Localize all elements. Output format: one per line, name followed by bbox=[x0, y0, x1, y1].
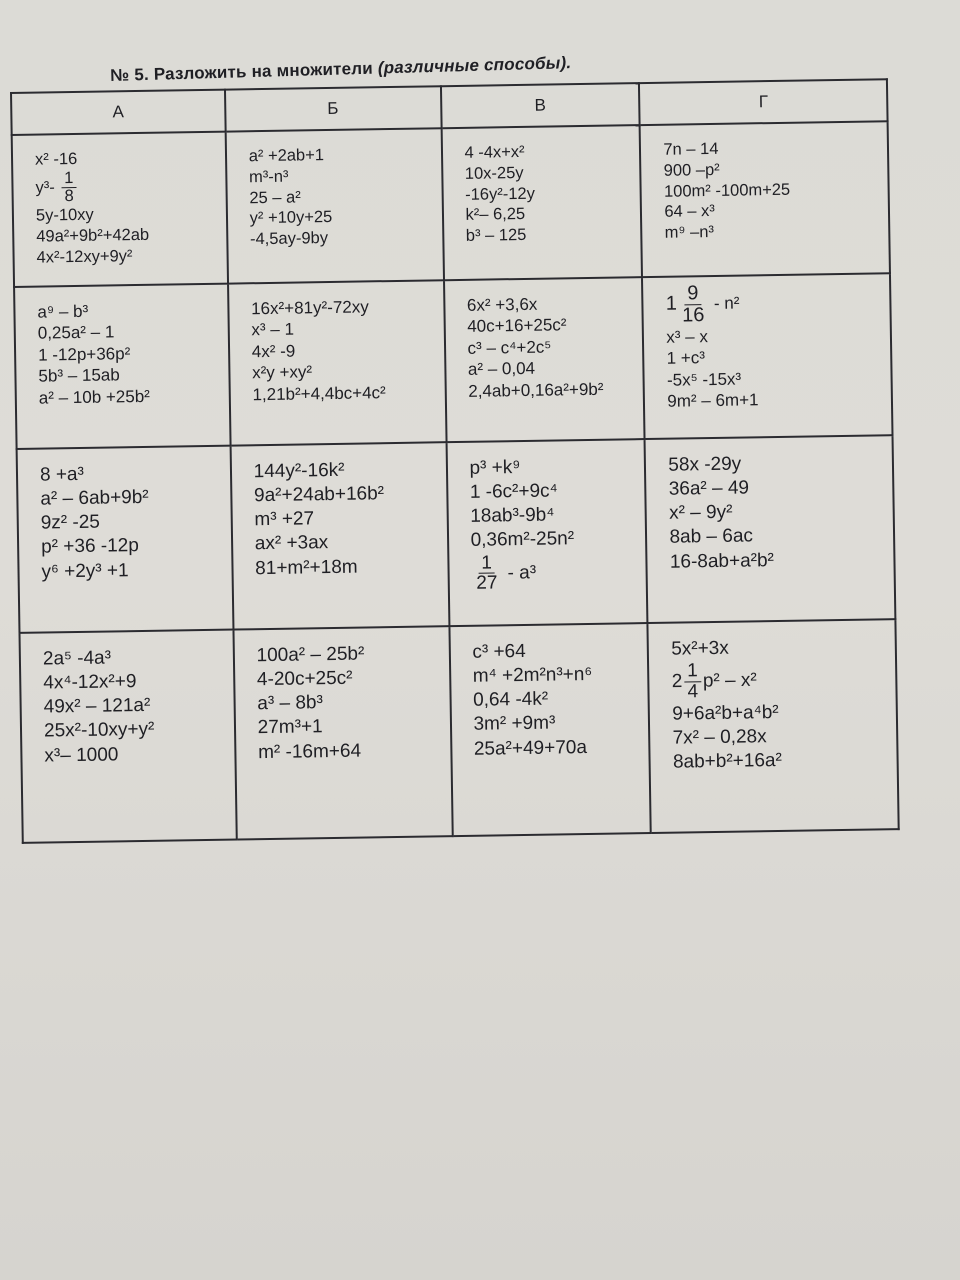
table-row bbox=[12, 121, 890, 287]
expression: 10x-25y bbox=[464, 163, 524, 183]
exercise-table bbox=[10, 78, 900, 844]
fraction bbox=[679, 283, 708, 326]
column-header-v: В bbox=[440, 83, 640, 128]
expression: 36a² – 49 bbox=[668, 477, 750, 500]
expression: 4x² -9 bbox=[251, 341, 296, 362]
expression: 16-8ab+a²b² bbox=[669, 549, 775, 573]
expression: 9+6a²b+a⁴b² bbox=[672, 702, 779, 725]
expression: 1 -12p+36p² bbox=[37, 343, 131, 365]
expression: ax² +3ax bbox=[254, 532, 329, 555]
expression: x³ – 1 bbox=[251, 319, 295, 340]
exercise-note: (различные способы). bbox=[377, 53, 572, 78]
fraction-denominator: 8 bbox=[64, 187, 74, 206]
expression: 8 +a³ bbox=[39, 463, 85, 486]
expression: 9z² -25 bbox=[40, 511, 101, 534]
expression: 25 – a² bbox=[249, 188, 301, 207]
exercise-table-wrapper bbox=[10, 78, 902, 852]
expression: x³ – x bbox=[666, 327, 709, 347]
expression: a³ – 8b³ bbox=[257, 692, 323, 715]
expression: 1 -6c²+9c⁴ bbox=[469, 480, 558, 503]
table-cell bbox=[648, 619, 899, 833]
expression: 100a² – 25b² bbox=[256, 643, 365, 667]
expression: a² – 0,04 bbox=[467, 359, 536, 380]
fraction bbox=[61, 170, 77, 206]
expression: 18ab³-9b⁴ bbox=[470, 504, 555, 528]
expression: 64 – x³ bbox=[664, 202, 715, 222]
expression: y² +10y+25 bbox=[249, 208, 333, 228]
expression: x²y +xy² bbox=[251, 362, 313, 383]
table-cell bbox=[449, 623, 651, 836]
mixed-number-whole: 1 bbox=[665, 292, 678, 315]
expression: a² +2ab+1 bbox=[248, 146, 325, 166]
table-cell bbox=[19, 630, 236, 843]
expression: 25x²-10xy+y² bbox=[43, 719, 155, 742]
expression: -16y²-12y bbox=[465, 184, 536, 204]
expression: 2,4ab+0,16a²+9b² bbox=[468, 379, 604, 401]
table-cell bbox=[446, 439, 648, 626]
expression: 16x²+81y²-72xy bbox=[250, 297, 369, 319]
expression: m⁴ +2m²n³+n⁶ bbox=[472, 664, 593, 687]
expression: -4,5ay-9by bbox=[249, 229, 329, 249]
expression: 6x² +3,6x bbox=[466, 294, 538, 315]
fraction-suffix: - n² bbox=[713, 293, 740, 313]
exercise-instruction: Разложить на множители bbox=[153, 58, 374, 84]
fraction-suffix: - a³ bbox=[507, 561, 537, 584]
expression: 1 +c³ bbox=[666, 348, 706, 369]
expression: 9m² – 6m+1 bbox=[667, 390, 759, 411]
expression: 0,64 -4k² bbox=[472, 688, 549, 712]
fraction-suffix: p² – x² bbox=[702, 669, 757, 692]
expression: 4-20c+25c² bbox=[256, 667, 353, 691]
expression: 2a⁵ -4a³ bbox=[42, 647, 112, 670]
expression: x³– 1000 bbox=[44, 743, 119, 767]
fraction-expression bbox=[665, 280, 879, 326]
table-cell bbox=[12, 132, 228, 287]
fraction-prefix: y³- bbox=[35, 178, 55, 197]
expression: 9a²+24ab+16b² bbox=[253, 483, 385, 507]
expression: a² – 10b +25b² bbox=[38, 386, 151, 408]
expression: m⁹ –n³ bbox=[664, 223, 715, 242]
fraction bbox=[684, 661, 701, 702]
expression: 0,25a² – 1 bbox=[37, 322, 115, 343]
expression: 58x -29y bbox=[668, 453, 742, 476]
expression: a² – 6ab+9b² bbox=[40, 486, 149, 510]
table-cell bbox=[640, 121, 890, 277]
expression: 1,21b²+4,4bc+4c² bbox=[252, 382, 386, 404]
expression: 4 -4x+x² bbox=[464, 142, 525, 162]
expression: 5x²+3x bbox=[671, 637, 729, 660]
column-header-b: Б bbox=[225, 86, 441, 131]
expression: a⁹ – b³ bbox=[37, 301, 89, 322]
fraction-numerator: 9 bbox=[684, 283, 701, 305]
expression: 100m² -100m+25 bbox=[663, 180, 791, 201]
table-cell bbox=[14, 284, 230, 449]
table-row bbox=[14, 273, 892, 449]
expression: 5b³ – 15ab bbox=[38, 365, 120, 386]
expression: m³-n³ bbox=[248, 167, 289, 187]
fraction-numerator: 1 bbox=[684, 661, 701, 682]
expression: 4x⁴-12x²+9 bbox=[43, 671, 137, 694]
table-cell bbox=[444, 277, 645, 442]
table-cell bbox=[441, 125, 642, 280]
fraction bbox=[473, 553, 501, 594]
expression: 0,36m²-25n² bbox=[470, 528, 575, 552]
fraction-numerator: 1 bbox=[61, 170, 76, 189]
table-cell bbox=[642, 273, 892, 439]
column-header-g: Г bbox=[639, 79, 887, 125]
fraction-expression bbox=[35, 168, 215, 206]
expression: 49a²+9b²+42ab bbox=[36, 226, 150, 246]
expression: 40c+16+25c² bbox=[467, 315, 567, 337]
expression: m³ +27 bbox=[254, 508, 315, 531]
fraction-expression bbox=[471, 551, 637, 594]
table-cell bbox=[233, 626, 452, 839]
expression: 8ab+b²+16a² bbox=[672, 750, 782, 773]
expression: c³ – c⁴+2c⁵ bbox=[467, 337, 552, 358]
fraction-denominator: 4 bbox=[687, 681, 699, 703]
expression: 3m² +9m³ bbox=[473, 712, 556, 736]
expression: -5x⁵ -15x³ bbox=[666, 369, 742, 390]
expression: 5y-10xy bbox=[35, 206, 94, 226]
fraction-denominator: 16 bbox=[681, 304, 705, 327]
fraction-expression bbox=[671, 658, 885, 702]
table-row bbox=[17, 435, 896, 633]
expression: x² -16 bbox=[34, 149, 78, 169]
expression: 7n – 14 bbox=[663, 139, 719, 159]
expression: c³ +64 bbox=[472, 640, 526, 663]
table-cell bbox=[230, 442, 449, 629]
expression: 27m³+1 bbox=[257, 716, 323, 739]
expression: 4x²-12xy+9y² bbox=[36, 247, 133, 267]
table-cell bbox=[228, 280, 446, 445]
column-header-a: А bbox=[11, 90, 225, 135]
expression: y⁶ +2y³ +1 bbox=[41, 559, 129, 583]
expression: 81+m²+18m bbox=[255, 556, 358, 579]
expression: 25a²+49+70a bbox=[473, 736, 588, 760]
expression: p³ +k⁹ bbox=[469, 457, 521, 479]
expression: p² +36 -12p bbox=[40, 535, 140, 558]
table-cell bbox=[17, 446, 234, 633]
table-cell bbox=[225, 128, 443, 283]
expression: 144y²-16k² bbox=[253, 459, 345, 483]
table-row bbox=[19, 619, 898, 843]
expression: x² – 9y² bbox=[668, 501, 733, 524]
expression: 7x² – 0,28x bbox=[672, 726, 767, 749]
expression: 49x² – 121a² bbox=[43, 695, 151, 718]
fraction-denominator: 27 bbox=[476, 572, 498, 595]
expression: 8ab – 6ac bbox=[669, 525, 754, 549]
expression: 900 –p² bbox=[663, 160, 720, 180]
expression: m² -16m+64 bbox=[257, 740, 362, 763]
fraction-numerator: 1 bbox=[478, 553, 495, 574]
table-cell bbox=[645, 435, 895, 623]
mixed-number-whole: 2 bbox=[671, 671, 683, 693]
expression: k²– 6,25 bbox=[465, 205, 526, 225]
expression: b³ – 125 bbox=[465, 226, 527, 245]
exercise-number: № 5. bbox=[110, 64, 150, 85]
